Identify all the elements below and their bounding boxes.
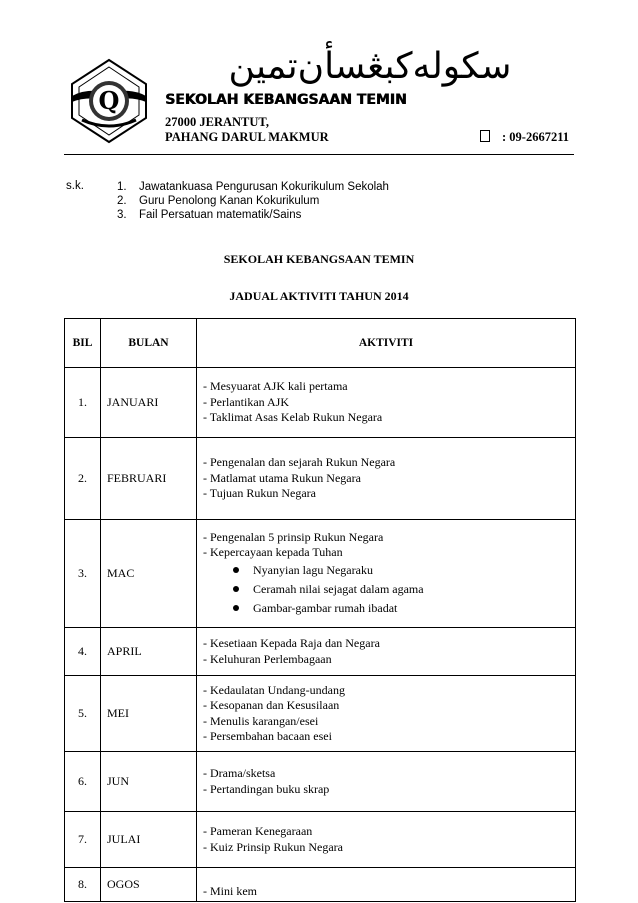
activity-item: - Mesyuarat AJK kali pertama (203, 379, 348, 394)
activity-item: - Pameran Kenegaraan (203, 824, 313, 838)
sk-item: 1. Jawatankuasa Pengurusan Kokurikulum Sekolah (117, 181, 389, 193)
cell-bil: 6. (65, 752, 101, 812)
cell-bulan: FEBRUARI (101, 438, 197, 520)
activity-subitem (203, 599, 575, 618)
sk-item: 2. Guru Penolong Kanan Kokurikulum (117, 195, 320, 207)
activity-item: - Perlantikan AJK (203, 394, 289, 409)
cell-bulan: JUN (101, 752, 197, 812)
table-header-row (65, 319, 576, 368)
phone-icon (480, 130, 490, 142)
activity-item: - Tujuan Rukun Negara (203, 486, 316, 501)
cell-bil: 8. (65, 868, 101, 902)
school-name-header: SEKOLAH KEBANGSAAN TEMIN (165, 92, 407, 108)
activity-item: - Kesetiaan Kepada Raja dan Negara (203, 636, 380, 650)
table-row (65, 438, 576, 520)
header-aktiviti: AKTIVITI (197, 319, 576, 368)
cell-aktiviti (197, 868, 576, 902)
activity-item: - Taklimat Asas Kelab Rukun Negara (203, 410, 383, 425)
cell-aktiviti (197, 438, 576, 520)
cell-bil: 5. (65, 676, 101, 752)
cell-aktiviti (197, 628, 576, 676)
activity-item: - Keluhuran Perlembagaan (203, 651, 332, 666)
table-row (65, 812, 576, 868)
jawi-title: سکوله‌کبڠسأن‌تمين (228, 46, 512, 87)
activity-item: - Drama/sketsa (203, 766, 276, 780)
bullet-icon (233, 605, 239, 611)
activity-subitem (203, 561, 575, 580)
subitem-text: Gambar-gambar rumah ibadat (253, 600, 398, 615)
cell-bulan: MAC (101, 520, 197, 628)
logo-letter: Q (98, 86, 120, 115)
schedule-title: JADUAL AKTIVITI TAHUN 2014 (229, 289, 409, 303)
activity-item: - Matlamat utama Rukun Negara (203, 470, 361, 485)
table-row (65, 520, 576, 628)
table-row (65, 628, 576, 676)
cell-aktiviti (197, 752, 576, 812)
header-divider (64, 154, 574, 155)
cell-bil: 2. (65, 438, 101, 520)
school-title: SEKOLAH KEBANGSAAN TEMIN (223, 252, 415, 266)
activity-item: - Mini kem (203, 883, 257, 898)
header-bil: BIL (65, 319, 101, 368)
subitem-text: Nyanyian lagu Negaraku (253, 562, 373, 577)
sk-item: 3. Fail Persatuan matematik/Sains (117, 209, 302, 221)
sk-list (117, 180, 389, 222)
table-row (65, 368, 576, 438)
cell-bil: 4. (65, 628, 101, 676)
subitem-text: Ceramah nilai sejagat dalam agama (253, 581, 424, 596)
table-row (65, 752, 576, 812)
bullet-icon (233, 567, 239, 573)
phone-text: : 09-2667211 (502, 130, 570, 144)
table-row (65, 868, 576, 902)
school-logo (66, 58, 152, 144)
activity-item: - Menulis karangan/esei (203, 713, 319, 728)
activity-item: - Kepercayaan kepada Tuhan (203, 545, 343, 559)
activity-item: - Pengenalan 5 prinsip Rukun Negara (203, 529, 384, 544)
cell-bulan: APRIL (101, 628, 197, 676)
table-row (65, 676, 576, 752)
activity-item: - Kesopanan dan Kesusilaan (203, 698, 340, 712)
cell-bil: 7. (65, 812, 101, 868)
activity-schedule-table (64, 318, 576, 902)
cell-bulan: OGOS (101, 868, 197, 902)
bullet-icon (233, 586, 239, 592)
phone-number (480, 130, 569, 145)
activity-item: - Kuiz Prinsip Rukun Negara (203, 839, 343, 854)
cell-aktiviti (197, 812, 576, 868)
cell-bulan: JANUARI (101, 368, 197, 438)
address-line-2: PAHANG DARUL MAKMUR (165, 130, 329, 144)
cell-aktiviti (197, 676, 576, 752)
cell-bil: 1. (65, 368, 101, 438)
cell-aktiviti (197, 520, 576, 628)
address-line-1: 27000 JERANTUT, (165, 115, 269, 129)
activity-subitem (203, 580, 575, 599)
cell-bulan: JULAI (101, 812, 197, 868)
sk-label: s.k. (66, 180, 84, 192)
cell-aktiviti (197, 368, 576, 438)
activity-item: - Kedaulatan Undang-undang (203, 682, 345, 697)
activity-item: - Pertandingan buku skrap (203, 781, 330, 796)
cell-bil: 3. (65, 520, 101, 628)
cell-bulan: MEI (101, 676, 197, 752)
activity-item: - Pengenalan dan sejarah Rukun Negara (203, 455, 396, 470)
header-bulan: BULAN (101, 319, 197, 368)
activity-item: - Persembahan bacaan esei (203, 729, 332, 743)
